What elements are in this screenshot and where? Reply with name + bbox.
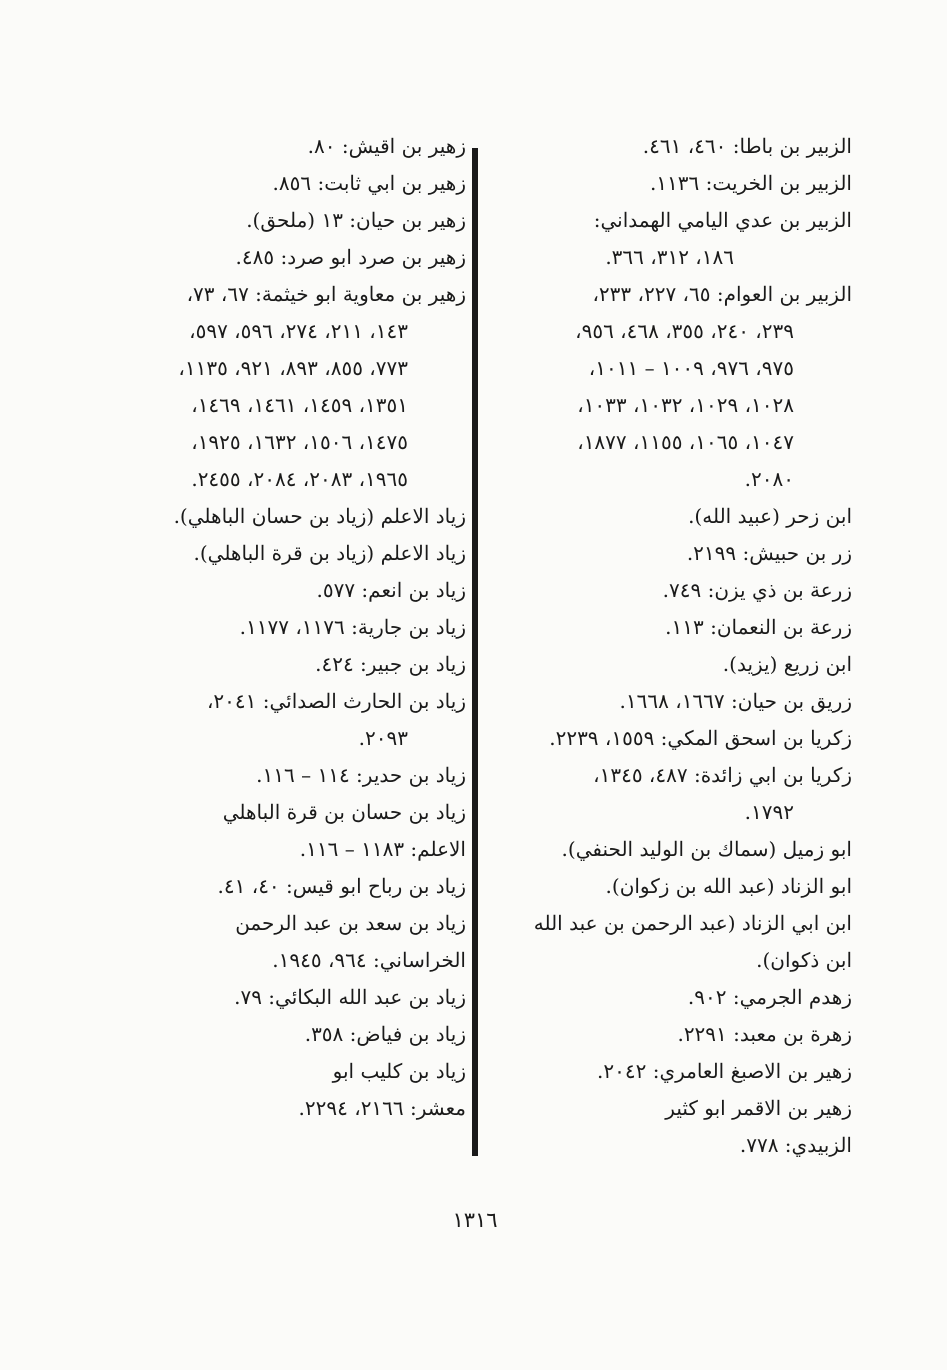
index-entry: زهير بن الاصبغ العامري: ٢٠٤٢. xyxy=(597,1059,852,1083)
index-entry-continuation: الاعلم: ١١٨٣ – ١١٦. xyxy=(299,837,466,861)
index-entry: زياد بن جبير: ٤٢٤. xyxy=(315,652,466,676)
index-entry-continuation: معشر: ٢١٦٦، ٢٢٩٤. xyxy=(298,1096,466,1120)
index-entry-continuation: الزبيدي: ٧٧٨. xyxy=(739,1133,852,1157)
index-entry: زهير بن حيان: ١٣ (ملحق). xyxy=(246,208,466,232)
index-entry: زياد بن حسان بن قرة الباهلي xyxy=(222,800,466,824)
index-entry: الزبير بن العوام: ٦٥، ٢٢٧، ٢٣٣، xyxy=(592,282,852,306)
index-entry: زهير بن الاقمر ابو كثير xyxy=(665,1096,852,1120)
index-entry: ابن ابي الزناد (عبد الرحمن بن عبد الله xyxy=(533,911,852,935)
index-entry: زهير بن صرد ابو صرد: ٤٨٥. xyxy=(235,245,466,269)
index-entry-continuation: ٧٧٣، ٨٥٥، ٨٩٣، ٩٢١، ١١٣٥، xyxy=(178,356,408,380)
index-entry: زهير بن اقيش: ٨٠. xyxy=(307,134,466,158)
index-entry-continuation: ١٨٦، ٣١٢، ٣٦٦. xyxy=(605,245,734,269)
index-entry: زياد بن فياض: ٣٥٨. xyxy=(304,1022,466,1046)
index-entry: زريق بن حيان: ١٦٦٧، ١٦٦٨. xyxy=(619,689,852,713)
index-entry-continuation: ١٤٣، ٢١١، ٢٧٤، ٥٩٦، ٥٩٧، xyxy=(189,319,408,343)
index-entry: الزبير بن عدي اليامي الهمداني: xyxy=(593,208,852,232)
index-entry: زهير بن معاوية ابو خيثمة: ٦٧، ٧٣، xyxy=(186,282,466,306)
index-entry: الزبير بن الخريت: ١١٣٦. xyxy=(649,171,852,195)
index-entry: زياد بن انعم: ٥٧٧. xyxy=(316,578,466,602)
index-entry: زكريا بن ابي زائدة: ٤٨٧، ١٣٤٥، xyxy=(593,763,852,787)
index-column-left xyxy=(112,128,466,1127)
index-entry-continuation: ١٠٢٨، ١٠٢٩، ١٠٣٢، ١٠٣٣، xyxy=(577,393,794,417)
index-entry: زرعة بن ذي يزن: ٧٤٩. xyxy=(662,578,852,602)
index-entry-continuation: ابن ذكوان). xyxy=(756,948,852,972)
index-entry: ابن زحر (عبيد الله). xyxy=(688,504,852,528)
index-entry: زياد بن جارية: ١١٧٦، ١١٧٧. xyxy=(239,615,466,639)
index-entry: زياد بن رباح ابو قيس: ٤٠، ٤١. xyxy=(217,874,466,898)
index-entry: زياد بن عبد الله البكائي: ٧٩. xyxy=(234,985,466,1009)
index-column-right xyxy=(500,128,852,1164)
index-entry: زياد الاعلم (زياد بن حسان الباهلي). xyxy=(173,504,466,528)
column-divider xyxy=(472,148,478,1156)
index-entry-continuation: ١٧٩٢. xyxy=(744,800,794,824)
index-entry-continuation: ٢٠٨٠. xyxy=(744,467,794,491)
index-entry: زياد بن حدير: ١١٤ – ١١٦. xyxy=(256,763,466,787)
index-entry: زياد بن سعد بن عبد الرحمن xyxy=(235,911,466,935)
index-entry: زهرة بن معبد: ٢٢٩١. xyxy=(677,1022,852,1046)
index-entry: ابن زريع (يزيد). xyxy=(722,652,852,676)
index-entry: زرعة بن النعمان: ١١٣. xyxy=(665,615,852,639)
index-entry: زهير بن ابي ثابت: ٨٥٦. xyxy=(272,171,466,195)
index-entry-continuation: ١٣٥١، ١٤٥٩، ١٤٦١، ١٤٦٩، xyxy=(191,393,408,417)
index-entry: زياد بن الحارث الصدائي: ٢٠٤١، xyxy=(206,689,466,713)
index-entry-continuation: ١٠٤٧، ١٠٦٥، ١١٥٥، ١٨٧٧، xyxy=(577,430,794,454)
index-entry: زياد بن كليب ابو xyxy=(332,1059,466,1083)
index-entry: زر بن حبيش: ٢١٩٩. xyxy=(686,541,852,565)
index-entry-continuation: الخراساني: ٩٦٤، ١٩٤٥. xyxy=(272,948,466,972)
index-entry: ابو زميل (سماك بن الوليد الحنفي). xyxy=(561,837,852,861)
index-entry: زهدم الجرمي: ٩٠٢. xyxy=(687,985,852,1009)
index-entry-continuation: ١٤٧٥، ١٥٠٦، ١٦٣٢، ١٩٢٥، xyxy=(191,430,408,454)
index-entry: زكريا بن اسحق المكي: ١٥٥٩، ٢٢٣٩. xyxy=(549,726,852,750)
index-entry-continuation: ١٩٦٥، ٢٠٨٣، ٢٠٨٤، ٢٤٥٥. xyxy=(191,467,408,491)
index-entry: ابو الزناد (عبد الله بن زكوان). xyxy=(605,874,852,898)
index-entry-continuation: ٢٠٩٣. xyxy=(358,726,408,750)
index-entry-continuation: ٩٧٥، ٩٧٦، ١٠٠٩ – ١٠١١، xyxy=(588,356,794,380)
index-entry-continuation: ٢٣٩، ٢٤٠، ٣٥٥، ٤٦٨، ٩٥٦، xyxy=(575,319,794,343)
index-entry: زياد الاعلم (زياد بن قرة الباهلي). xyxy=(193,541,466,565)
index-entry: الزبير بن باطا: ٤٦٠، ٤٦١. xyxy=(642,134,852,158)
page-number: ١٣١٦ xyxy=(452,1208,498,1232)
